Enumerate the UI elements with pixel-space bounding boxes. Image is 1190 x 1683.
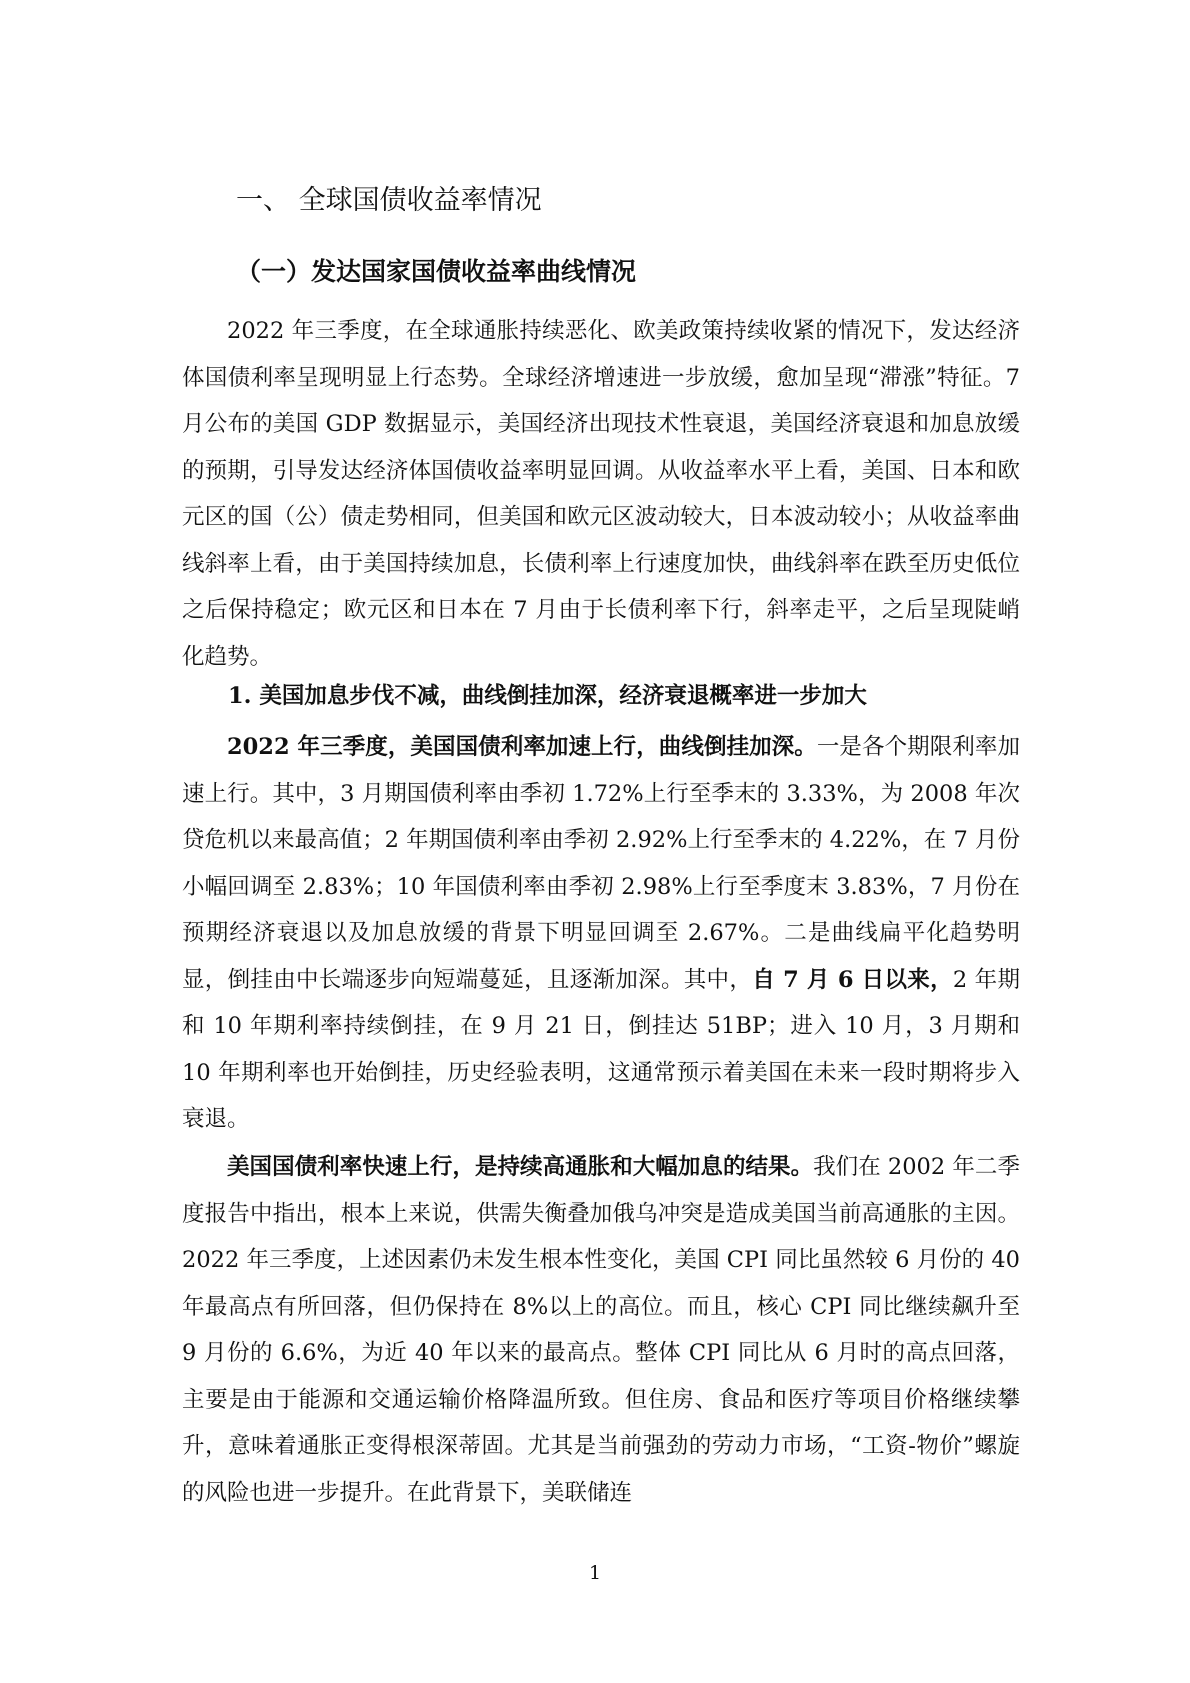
paragraph-2 <box>182 724 1020 1143</box>
paragraph-3-lead: 美国国债利率快速上行，是持续高通胀和大幅加息的结果。 <box>227 1154 814 1180</box>
paragraph-1: 2022 年三季度，在全球通胀持续恶化、欧美政策持续收紧的情况下，发达经济体国债利率呈现明显上行态势。全球经济增速进一步放缓，愈加呈现“滞涨”特征。7 月公布的美国 GDP 数据显示，美国经济出现技术性衰退，美国经济衰退和加息放缓的预期，引导发达经济体国债收益率明显回调。从收益率水平上看，美国、日本和欧元区的国（公）债走势相同，但美国和欧元区波动较大，日本波动较小；从收益率曲线斜率上看，由于美国持续加息，长债利率上行速度加快，曲线斜率在跌至历史低位之后保持稳定；欧元区和日本在 7 月由于长债利率下行，斜率走平，之后呈现陡峭化趋势。 <box>182 318 1020 670</box>
subsection-heading: （一）发达国家国债收益率曲线情况 <box>236 257 637 286</box>
paragraph-3 <box>182 1144 1020 1516</box>
section-heading: 一、 全球国债收益率情况 <box>236 185 542 216</box>
paragraph-2-emphasis: 自 7 月 6 日以来， <box>752 966 953 993</box>
paragraph-2-text-1: 一是各个期限利率加速上行。其中，3 月期国债利率由季初 1.72%上行至季末的 3.33%，为 2008 年次贷危机以来最高值；2 年期国债利率由季初 2.92%上行至季末的 4.22%，在 7 月份小幅回调至 2.83%；10 年国债利率由季初 2.98%上行至季度末 3.83%，7 月份在预期经济衰退以及加息放缓的背景下明显回调至 2.67%。二是曲线扁平化趋势明显，倒挂由中长端逐步向短端蔓延，且逐渐加深。其中， <box>182 734 1020 993</box>
page-number: 1 <box>588 1562 602 1584</box>
paragraph-2-text-2: 2 年期和 10 年期利率持续倒挂，在 9 月 21 日，倒挂达 51BP；进入 10 月，3 月期和 10 年期利率也开始倒挂，历史经验表明，这通常预示着美国在未来一段时期将步入衰退。 <box>182 966 1020 1132</box>
paragraph-2-lead: 2022 年三季度，美国国债利率加速上行，曲线倒挂加深。 <box>227 734 817 760</box>
paragraph-3-text: 我们在 2002 年二季度报告中指出，根本上来说，供需失衡叠加俄乌冲突是造成美国当前高通胀的主因。2022 年三季度，上述因素仍未发生根本性变化，美国 CPI 同比虽然较 6 月份的 40 年最高点有所回落，但仍保持在 8%以上的高位。而且，核心 CPI 同比继续飙升至 9 月份的 6.6%，为近 40 年以来的最高点。整体 CPI 同比从 6 月时的高点回落，主要是由于能源和交通运输价格降温所致。但住房、食品和医疗等项目价格继续攀升，意味着通胀正变得根深蒂固。尤其是当前强劲的劳动力市场，“工资-物价”螺旋的风险也进一步提升。在此背景下，美联储连 <box>182 1154 1020 1506</box>
numbered-heading: 1. 美国加息步伐不减，曲线倒挂加深，经济衰退概率进一步加大 <box>228 683 867 709</box>
